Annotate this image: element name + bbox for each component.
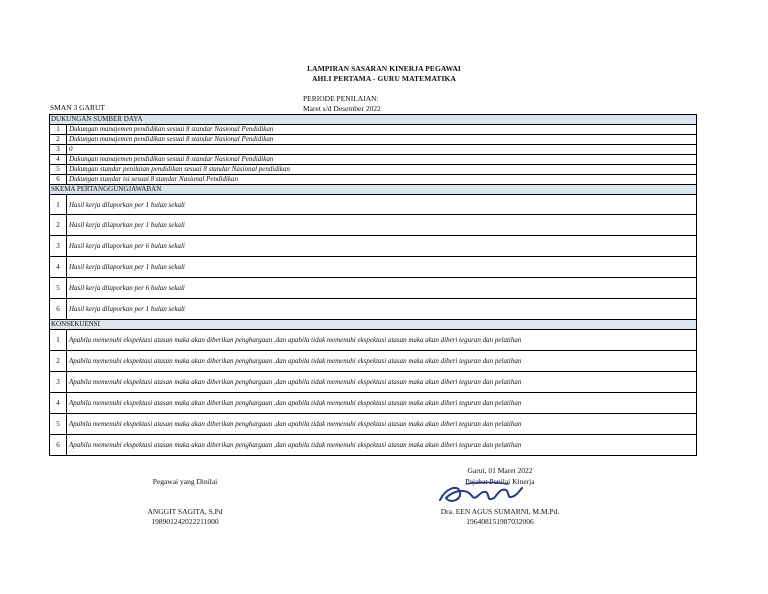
section-header-dukungan [50,115,697,125]
row-text: Hasil kerja dilaporkan per 1 bulan sekali [67,215,697,236]
signer-left-name: ANGGIT SAGITA, S.Pd [147,507,223,516]
section-title: SKEMA PERTANGGUNGJAWABAN [50,185,697,195]
row-number: 2 [50,351,67,372]
table-row [50,257,697,278]
row-number: 1 [50,195,67,215]
row-number: 5 [50,165,67,175]
table-row [50,435,697,456]
row-text: Apabila memenuhi ekspektasi atasan maka akan diberikan penghargaan ,dan apabila tidak memenuhi ekspektasi atasan maka akan diberi teguran dan pelatihan [67,330,697,351]
table-row [50,155,697,165]
row-number: 5 [50,414,67,435]
row-text: Hasil kerja dilaporkan per 1 bulan sekali [67,195,697,215]
row-number: 5 [50,278,67,299]
signer-right-role: Pejabat Penilai Kinerja [465,477,535,486]
signer-right-nip: 196408151987032006 [466,517,534,526]
row-text: Apabila memenuhi ekspektasi atasan maka akan diberikan penghargaan ,dan apabila tidak memenuhi ekspektasi atasan maka akan diberi teguran dan pelatihan [67,393,697,414]
row-number: 3 [50,372,67,393]
table-row [50,135,697,145]
table-row [50,145,697,155]
table-row [50,236,697,257]
section-title: KONSEKUENSI [50,320,697,330]
row-number: 1 [50,125,67,135]
row-text: Apabila memenuhi ekspektasi atasan maka akan diberikan penghargaan ,dan apabila tidak memenuhi ekspektasi atasan maka akan diberi teguran dan pelatihan [67,414,697,435]
row-number: 3 [50,145,67,155]
signing-place-date: Garut, 01 Maret 2022 [467,466,533,475]
row-text: Apabila memenuhi ekspektasi atasan maka akan diberikan penghargaan ,dan apabila tidak memenuhi ekspektasi atasan maka akan diberi teguran dan pelatihan [67,435,697,456]
table-row [50,215,697,236]
table-row [50,299,697,320]
row-text: 0 [67,145,697,155]
table-row [50,393,697,414]
row-text: Apabila memenuhi ekspektasi atasan maka akan diberikan penghargaan ,dan apabila tidak memenuhi ekspektasi atasan maka akan diberi teguran dan pelatihan [67,351,697,372]
sasaran-table [49,114,697,456]
row-text: Hasil kerja dilaporkan per 1 bulan sekali [67,257,697,278]
row-text: Dukungan manajemen pendidikan sesuai 8 standar Nasional Pendidikan [67,125,697,135]
section-header-konsekuensi [50,320,697,330]
row-number: 6 [50,175,67,185]
row-text: Dukungan standar isi sesuai 8 standar Nasional Pendidikan [67,175,697,185]
table-row [50,351,697,372]
table-row [50,278,697,299]
row-text: Dukungan standar penilaian pendidikan sesuai 8 standar Nasional pendidikan [67,165,697,175]
row-text: Dukungan manajemen pendidikan sesuai 8 standar Nasional Pendidikan [67,155,697,165]
periode-label: PERIODE PENILAIAN: [303,94,379,103]
school-name: SMAN 3 GARUT [50,103,106,112]
handwritten-signature [436,478,526,508]
table-row [50,175,697,185]
table-row [50,330,697,351]
row-number: 4 [50,257,67,278]
table-row [50,195,697,215]
table-row [50,372,697,393]
section-header-skema [50,185,697,195]
table-row [50,414,697,435]
row-number: 3 [50,236,67,257]
row-number: 2 [50,215,67,236]
signer-left-nip: 198901242022211000 [151,517,219,526]
section-title: DUKUNGAN SUMBER DAYA [50,115,697,125]
row-number: 2 [50,135,67,145]
table-row [50,165,697,175]
document-title-line2: AHLI PERTAMA - GURU MATEMATIKA [312,74,456,83]
row-text: Dukungan manajemen pendidikan sesuai 8 standar Nasional Pendidikan [67,135,697,145]
row-number: 6 [50,435,67,456]
periode-value: Maret s/d Desember 2022 [303,104,381,113]
row-number: 4 [50,393,67,414]
document-title-line1: LAMPIRAN SASARAN KINERJA PEGAWAI [307,64,461,73]
signer-right-name: Dra. EEN AGUS SUMARNI, M.M.Pd. [440,507,560,516]
row-text: Hasil kerja dilaporkan per 6 bulan sekali [67,236,697,257]
row-text: Apabila memenuhi ekspektasi atasan maka akan diberikan penghargaan ,dan apabila tidak memenuhi ekspektasi atasan maka akan diberi teguran dan pelatihan [67,372,697,393]
table-row [50,125,697,135]
row-number: 1 [50,330,67,351]
row-number: 6 [50,299,67,320]
signer-left-role: Pegawai yang Dinilai [152,477,218,486]
row-text: Hasil kerja dilaporkan per 6 bulan sekali [67,278,697,299]
row-number: 4 [50,155,67,165]
row-text: Hasil kerja dilaporkan per 1 bulan sekali [67,299,697,320]
